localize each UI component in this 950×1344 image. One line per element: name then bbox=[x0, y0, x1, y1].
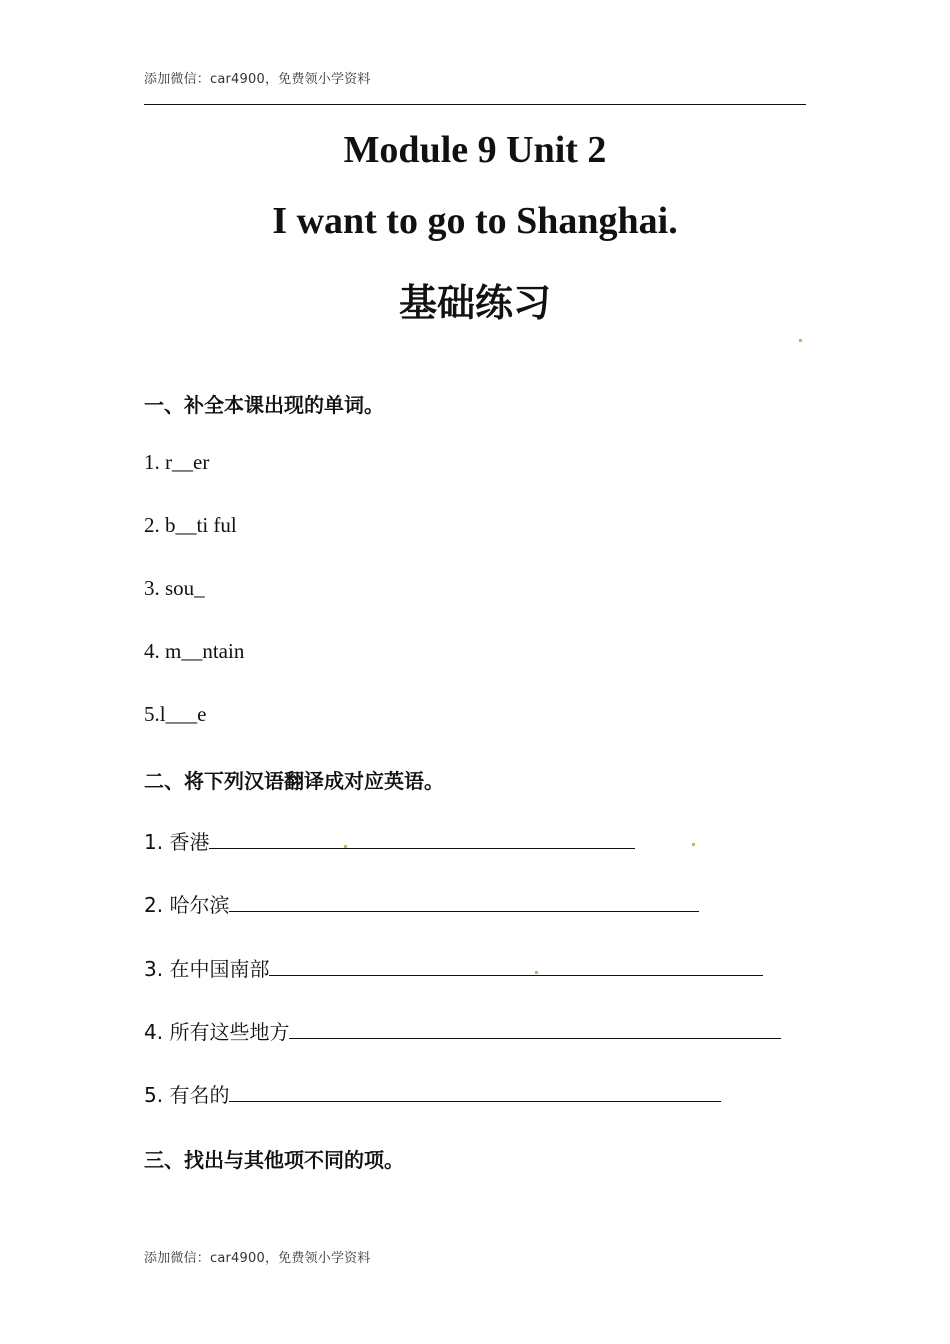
decorative-speck bbox=[692, 843, 695, 846]
decorative-speck bbox=[799, 339, 802, 342]
answer-blank-2[interactable] bbox=[229, 910, 699, 912]
title-module: Module 9 Unit 2 bbox=[343, 129, 607, 171]
footer-note: 添加微信：car4900，免费领小学资料 bbox=[144, 1251, 371, 1266]
section2-item-2 bbox=[144, 889, 699, 918]
answer-blank-5[interactable] bbox=[229, 1100, 721, 1102]
header-note: 添加微信：car4900，免费领小学资料 bbox=[144, 72, 371, 87]
answer-blank-1[interactable] bbox=[209, 847, 635, 849]
section2-item-2-text: 2. 哈尔滨 bbox=[144, 893, 230, 917]
answer-blank-3[interactable] bbox=[269, 974, 763, 976]
section2-item-1-text: 1. 香港 bbox=[144, 830, 210, 854]
section1-item-5: 5.l___e bbox=[144, 702, 207, 726]
section2-item-5 bbox=[144, 1079, 721, 1108]
title-lesson: I want to go to Shanghai. bbox=[272, 200, 678, 242]
section3-heading: 三、找出与其他项不同的项。 bbox=[144, 1148, 404, 1172]
section2-item-1 bbox=[144, 826, 635, 855]
decorative-speck bbox=[535, 971, 538, 974]
section2-item-3-text: 3. 在中国南部 bbox=[144, 957, 270, 981]
answer-blank-4[interactable] bbox=[289, 1037, 781, 1039]
section2-item-3 bbox=[144, 953, 763, 982]
section1-item-2: 2. b__ti ful bbox=[144, 513, 237, 537]
section2-item-4 bbox=[144, 1016, 781, 1045]
section2-item-4-text: 4. 所有这些地方 bbox=[144, 1020, 290, 1044]
section1-heading: 一、补全本课出现的单词。 bbox=[144, 393, 384, 417]
section1-item-1: 1. r__er bbox=[144, 450, 210, 474]
header-divider bbox=[144, 104, 806, 105]
section1-item-4: 4. m__ntain bbox=[144, 639, 245, 663]
title-practice: 基础练习 bbox=[398, 281, 551, 325]
section2-heading: 二、将下列汉语翻译成对应英语。 bbox=[144, 769, 444, 793]
decorative-speck bbox=[344, 845, 347, 848]
section2-item-5-text: 5. 有名的 bbox=[144, 1083, 230, 1107]
section1-item-3: 3. sou_ bbox=[144, 576, 205, 600]
